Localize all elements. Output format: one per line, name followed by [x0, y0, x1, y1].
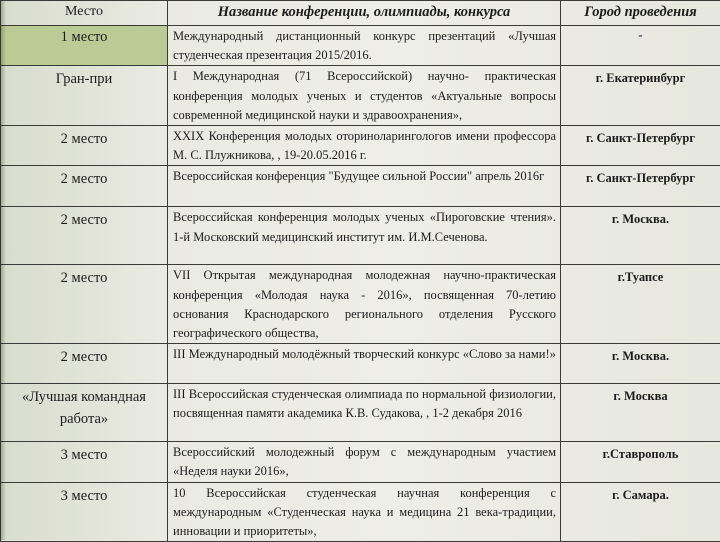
- place-cell: 2 место: [1, 265, 168, 344]
- table-row: [1, 126, 720, 166]
- table-row: [1, 482, 720, 542]
- header-place: Место: [1, 1, 168, 26]
- city-cell: -: [561, 26, 720, 66]
- table-row: [1, 265, 720, 344]
- city-cell: г. Москва.: [561, 344, 720, 384]
- conference-cell: Международный дистанционный конкурс презентаций «Лучшая студенческая презентация 2015/2016.: [168, 26, 561, 66]
- header-city: Город проведения: [561, 1, 720, 26]
- conference-cell: Всероссийский молодежный форум с международным участием «Неделя науки 2016»,: [168, 442, 561, 482]
- table-row: [1, 207, 720, 265]
- place-cell: «Лучшая командная работа»: [1, 384, 168, 442]
- city-cell: г. Екатеринбург: [561, 66, 720, 126]
- conference-cell: III Международный молодёжный творческий конкурс «Слово за нами!»: [168, 344, 561, 384]
- table-row: [1, 344, 720, 384]
- table-row: [1, 442, 720, 482]
- city-cell: г. Самара.: [561, 482, 720, 542]
- city-cell: г. Санкт-Петербург: [561, 166, 720, 207]
- conference-cell: VII Открытая международная молодежная научно-практическая конференция «Молодая наука - 2016», посвященная 70-летию основания Краснодарского регионального отделения Русского географического общества,: [168, 265, 561, 344]
- conference-cell: III Всероссийская студенческая олимпиада по нормальной физиологии, посвященная памяти академика К.В. Судакова, , 1-2 декабря 2016: [168, 384, 561, 442]
- table-row: [1, 384, 720, 442]
- table-row: [1, 66, 720, 126]
- conference-cell: 10 Всероссийская студенческая научная конференция с международным «Студенческая наука и медицина 21 века-традиции, инновации и приоритеты»,: [168, 482, 561, 542]
- place-cell: 2 место: [1, 126, 168, 166]
- header-row: [1, 1, 720, 26]
- table-row: [1, 26, 720, 66]
- place-cell: 2 место: [1, 344, 168, 384]
- conference-cell: XXIX Конференция молодых оториноларингологов имени профессора М. С. Плужникова, , 19-20.05.2016 г.: [168, 126, 561, 166]
- city-cell: г. Санкт-Петербург: [561, 126, 720, 166]
- conference-cell: Всероссийская конференция молодых ученых «Пироговские чтения». 1-й Московский медицинский институт им. И.М.Сеченова.: [168, 207, 561, 265]
- table-row: [1, 166, 720, 207]
- city-cell: г.Туапсе: [561, 265, 720, 344]
- place-cell: 3 место: [1, 442, 168, 482]
- city-cell: г. Москва: [561, 384, 720, 442]
- city-cell: г. Москва.: [561, 207, 720, 265]
- place-cell: 3 место: [1, 482, 168, 542]
- header-conference: Название конференции, олимпиады, конкурса: [168, 1, 561, 26]
- place-cell: 1 место: [1, 26, 168, 66]
- conference-cell: I Международная (71 Всероссийской) научно- практическая конференция молодых ученых и студентов «Актуальные вопросы современной медицинской науки и здравоохранения»,: [168, 66, 561, 126]
- conference-cell: Всероссийская конференция "Будущее сильной России" апрель 2016г: [168, 166, 561, 207]
- city-cell: г.Ставрополь: [561, 442, 720, 482]
- place-cell: Гран-при: [1, 66, 168, 126]
- place-cell: 2 место: [1, 166, 168, 207]
- place-cell: 2 место: [1, 207, 168, 265]
